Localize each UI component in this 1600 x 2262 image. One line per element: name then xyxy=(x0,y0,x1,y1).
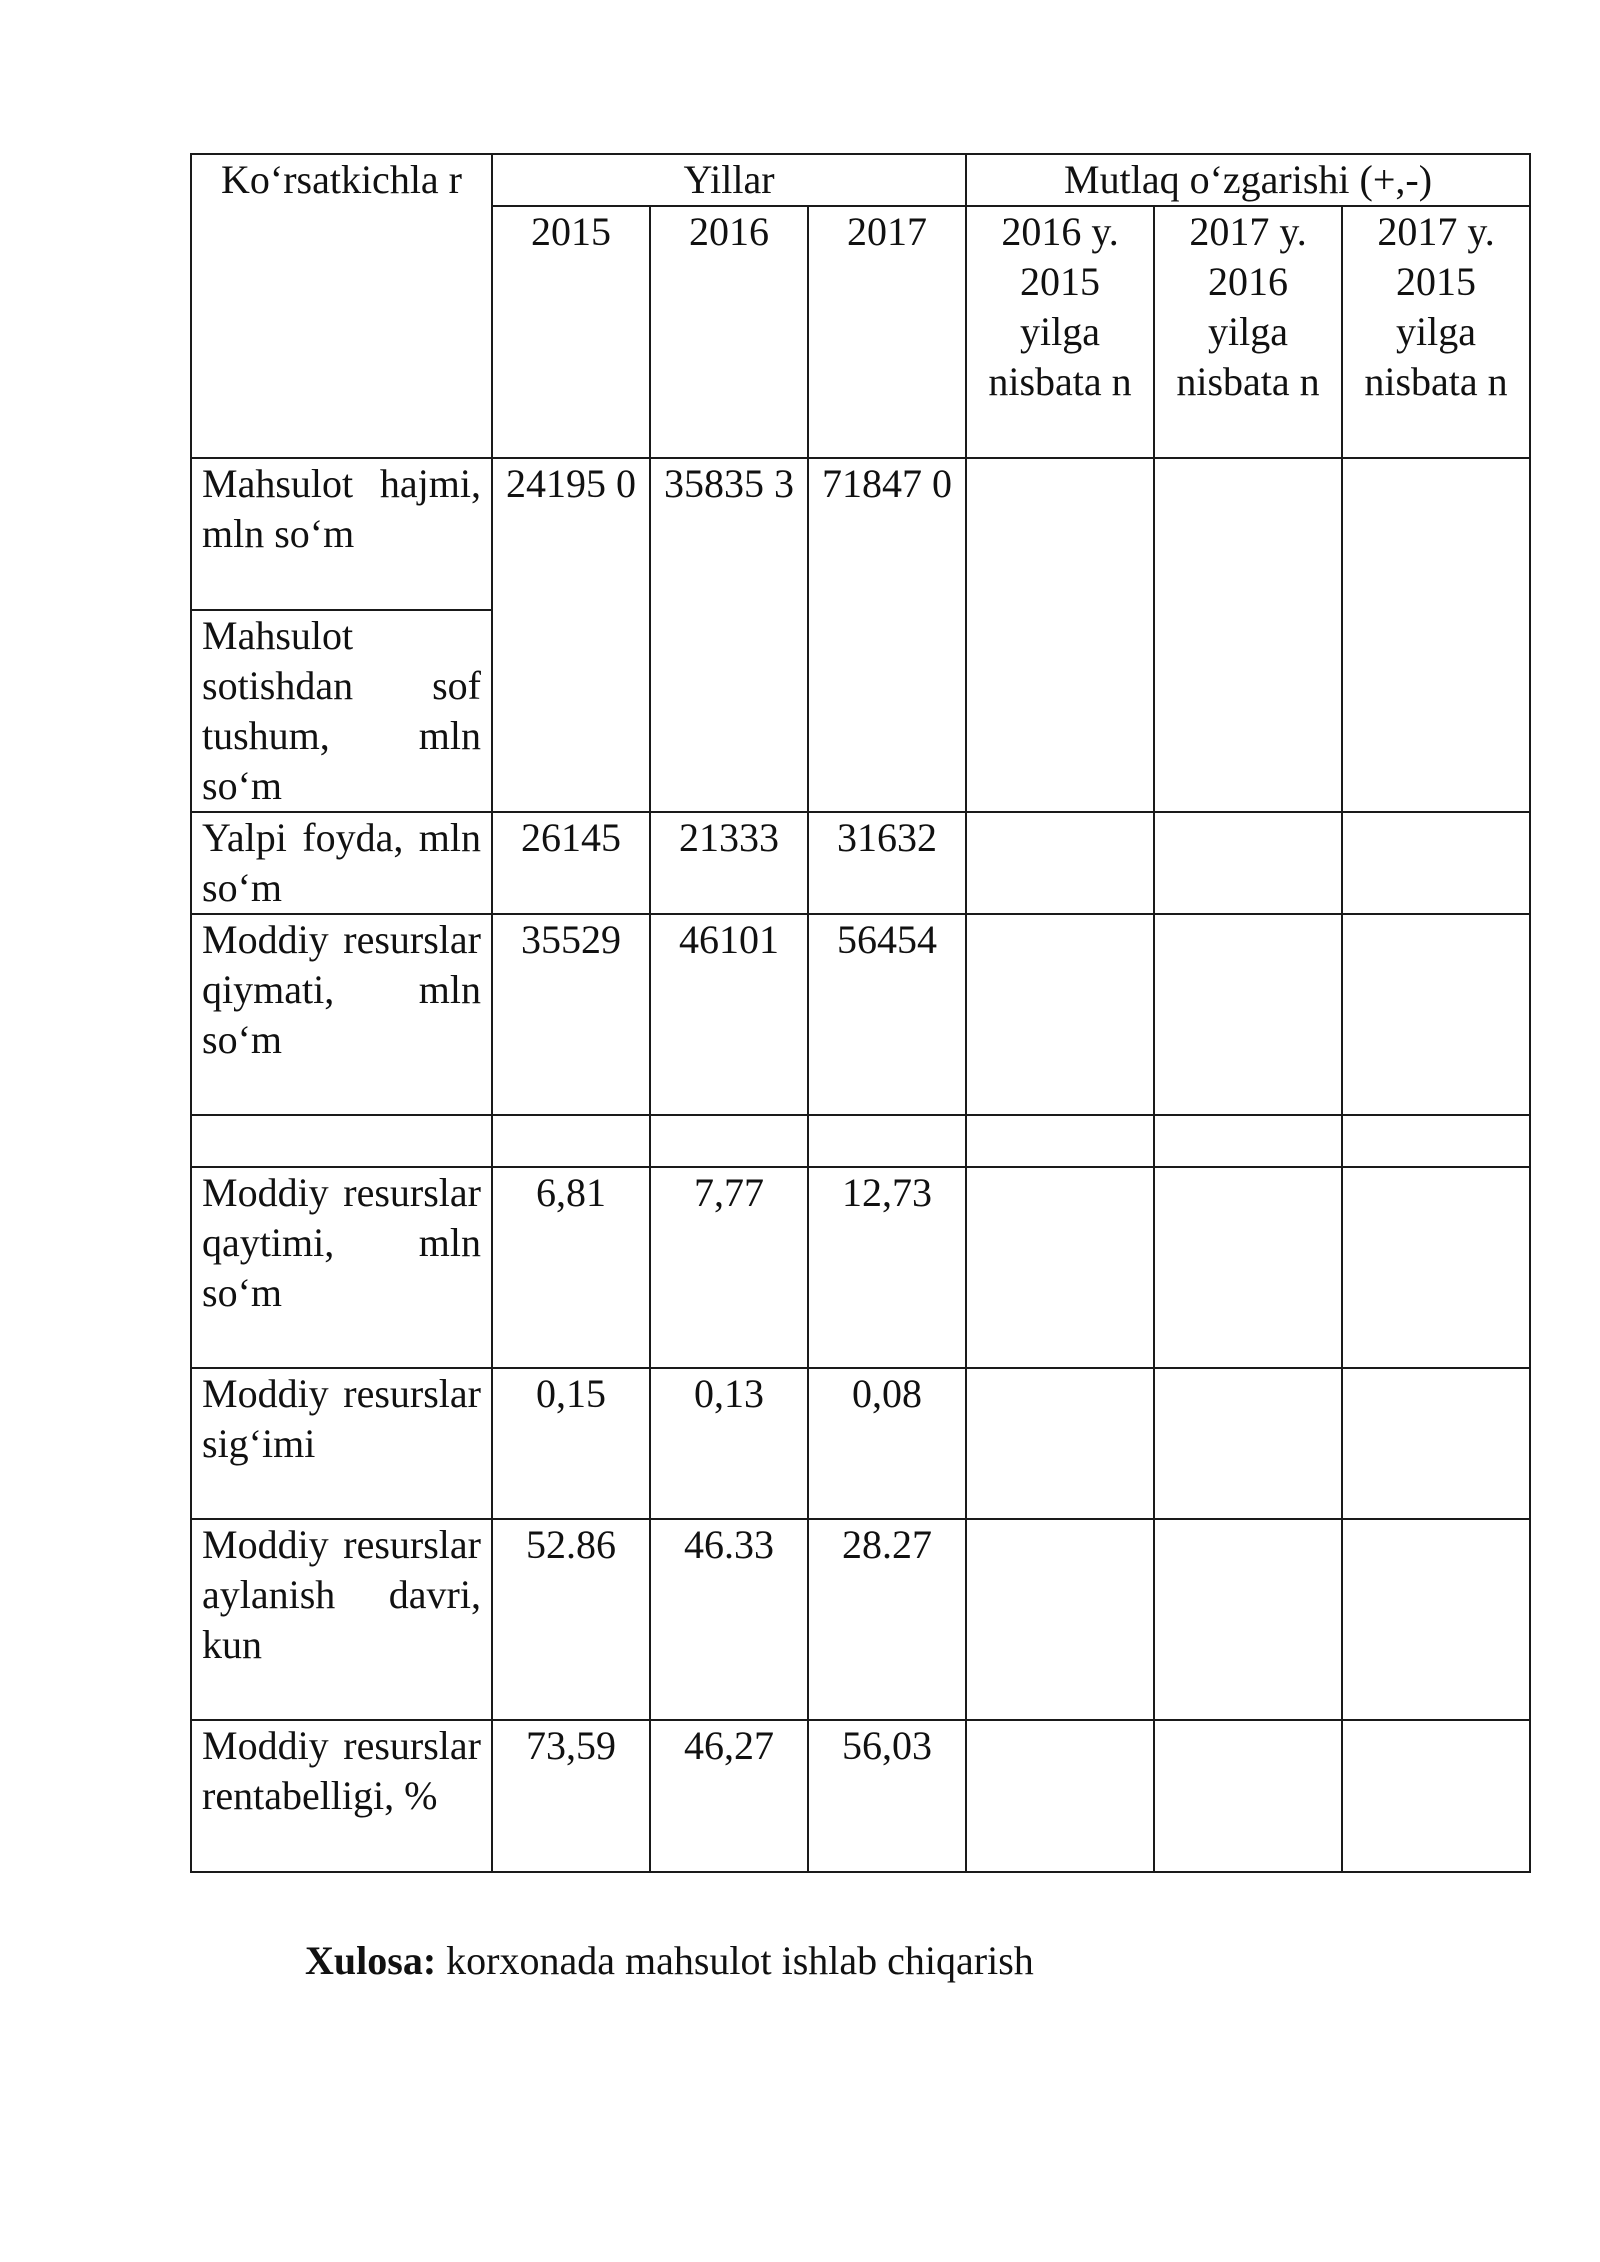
conclusion-paragraph xyxy=(305,1936,1034,1986)
cell-aylanish-davri-2016: 46.33 xyxy=(650,1519,808,1720)
cell-mahsulot-hajmi-2015: 24195 0 xyxy=(492,458,650,812)
cell-change-empty xyxy=(1342,914,1530,1115)
row-label-moddiy-qaytimi: Moddiy resurslar qaytimi, mln so‘m xyxy=(191,1167,492,1368)
cell-mahsulot-hajmi-2016: 35835 3 xyxy=(650,458,808,812)
header-year-2015: 2015 xyxy=(492,206,650,458)
cell-change-empty xyxy=(1154,1720,1342,1872)
cell-moddiy-qaytimi-2017: 12,73 xyxy=(808,1167,966,1368)
cell-rentabelligi-2015: 73,59 xyxy=(492,1720,650,1872)
cell-rentabelligi-2017: 56,03 xyxy=(808,1720,966,1872)
cell-change-empty xyxy=(966,1167,1154,1368)
header-years-group: Yillar xyxy=(492,154,966,206)
cell-empty xyxy=(1154,1115,1342,1167)
cell-moddiy-qiymati-2016: 46101 xyxy=(650,914,808,1115)
conclusion-text: korxonada mahsulot ishlab chiqarish xyxy=(436,1938,1034,1983)
row-label-rentabelligi: Moddiy resurslar rentabelligi, % xyxy=(191,1720,492,1872)
cell-empty xyxy=(492,1115,650,1167)
header-indicator: Ko‘rsatkichla r xyxy=(191,154,492,458)
cell-change-empty xyxy=(966,1720,1154,1872)
cell-moddiy-sigimi-2015: 0,15 xyxy=(492,1368,650,1519)
conclusion-label: Xulosa: xyxy=(305,1938,437,1983)
cell-yalpi-foyda-2017: 31632 xyxy=(808,812,966,914)
header-change-2017-2016: 2017 y. 2016 yilga nisbata n xyxy=(1154,206,1342,458)
cell-yalpi-foyda-2015: 26145 xyxy=(492,812,650,914)
cell-change-empty xyxy=(1342,1167,1530,1368)
header-change-2016-2015: 2016 y. 2015 yilga nisbata n xyxy=(966,206,1154,458)
cell-change-empty xyxy=(1342,1519,1530,1720)
cell-moddiy-qaytimi-2015: 6,81 xyxy=(492,1167,650,1368)
cell-rentabelligi-2016: 46,27 xyxy=(650,1720,808,1872)
row-label-moddiy-sigimi: Moddiy resurslar sig‘imi xyxy=(191,1368,492,1519)
cell-yalpi-foyda-2016: 21333 xyxy=(650,812,808,914)
header-year-2017: 2017 xyxy=(808,206,966,458)
cell-change-empty xyxy=(1154,458,1342,812)
cell-empty xyxy=(1342,1115,1530,1167)
cell-change-empty xyxy=(1154,812,1342,914)
header-change-group: Mutlaq o‘zgarishi (+,-) xyxy=(966,154,1530,206)
header-change-2017-2015: 2017 y. 2015 yilga nisbata n xyxy=(1342,206,1530,458)
cell-change-empty xyxy=(1154,1519,1342,1720)
row-label-mahsulot-hajmi: Mahsulot hajmi, mln so‘m xyxy=(191,458,492,610)
row-label-yalpi-foyda: Yalpi foyda, mln so‘m xyxy=(191,812,492,914)
cell-change-empty xyxy=(1342,1720,1530,1872)
cell-moddiy-qaytimi-2016: 7,77 xyxy=(650,1167,808,1368)
cell-change-empty xyxy=(1154,914,1342,1115)
cell-change-empty xyxy=(1342,1368,1530,1519)
header-year-2016: 2016 xyxy=(650,206,808,458)
cell-empty xyxy=(966,1115,1154,1167)
cell-change-empty xyxy=(1154,1167,1342,1368)
cell-aylanish-davri-2017: 28.27 xyxy=(808,1519,966,1720)
cell-aylanish-davri-2015: 52.86 xyxy=(492,1519,650,1720)
cell-change-empty xyxy=(966,458,1154,812)
cell-empty xyxy=(650,1115,808,1167)
cell-mahsulot-hajmi-2017: 71847 0 xyxy=(808,458,966,812)
cell-moddiy-sigimi-2017: 0,08 xyxy=(808,1368,966,1519)
cell-change-empty xyxy=(1342,812,1530,914)
row-label-aylanish-davri: Moddiy resurslar aylanish davri, kun xyxy=(191,1519,492,1720)
cell-change-empty xyxy=(1154,1368,1342,1519)
row-label-empty xyxy=(191,1115,492,1167)
cell-change-empty xyxy=(966,1368,1154,1519)
cell-change-empty xyxy=(966,914,1154,1115)
cell-change-empty xyxy=(966,812,1154,914)
cell-moddiy-qiymati-2017: 56454 xyxy=(808,914,966,1115)
row-label-moddiy-qiymati: Moddiy resurslar qiymati, mln so‘m xyxy=(191,914,492,1115)
cell-moddiy-sigimi-2016: 0,13 xyxy=(650,1368,808,1519)
cell-change-empty xyxy=(966,1519,1154,1720)
row-label-sof-tushum: Mahsulot sotishdan sof tushum, mln so‘m xyxy=(191,610,492,812)
cell-moddiy-qiymati-2015: 35529 xyxy=(492,914,650,1115)
cell-change-empty xyxy=(1342,458,1530,812)
cell-empty xyxy=(808,1115,966,1167)
indicators-table xyxy=(190,153,1531,1873)
